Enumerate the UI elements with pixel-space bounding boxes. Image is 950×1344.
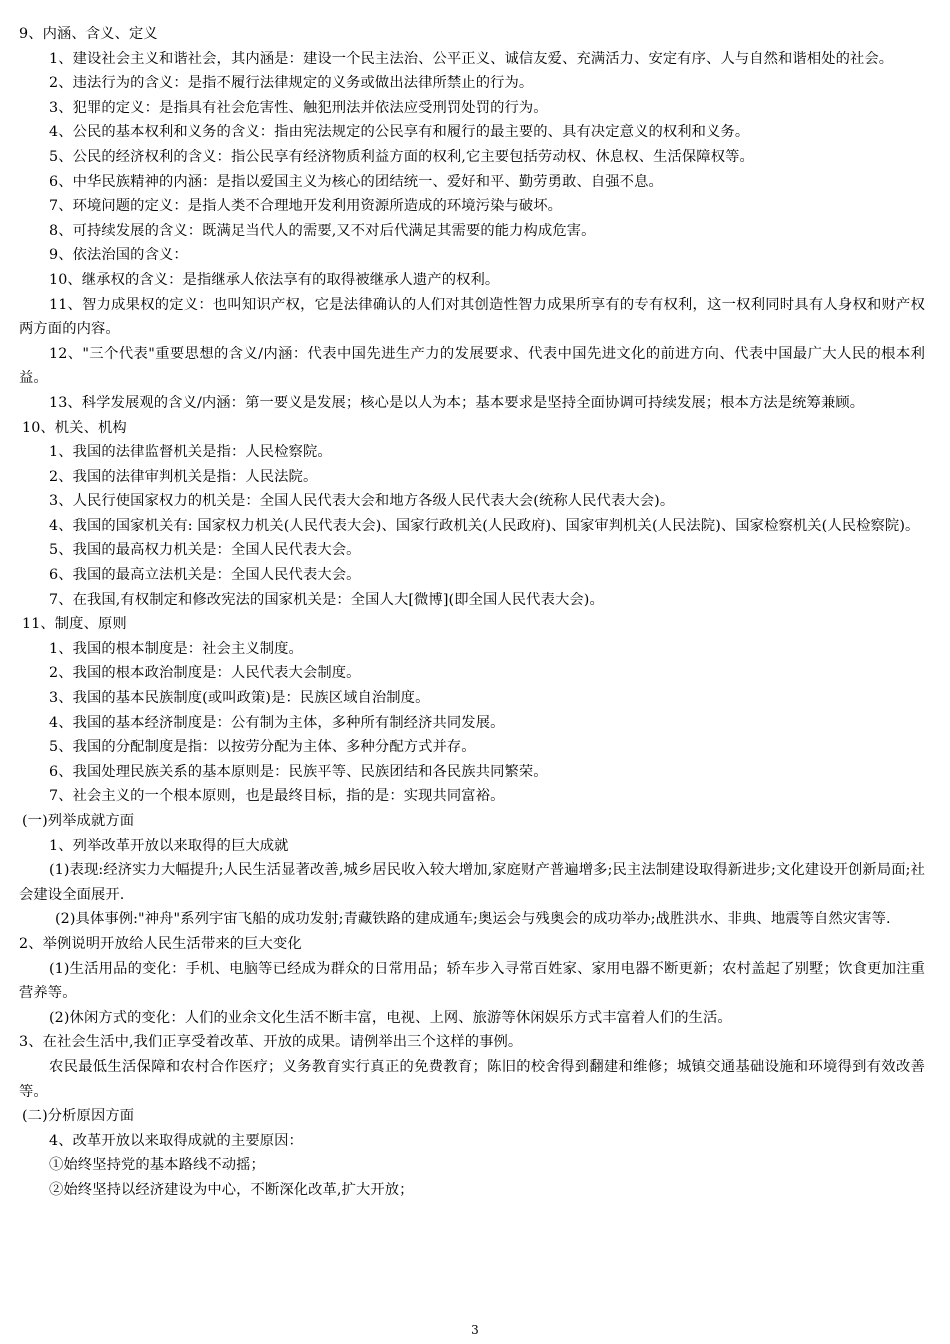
paragraph: 5、我国的最高权力机关是：全国人民代表大会。 bbox=[49, 542, 361, 559]
paragraph: 2、违法行为的含义：是指不履行法律规定的义务或做出法律所禁止的行为。 bbox=[49, 75, 534, 92]
paragraph: 4、我国的基本经济制度是：公有制为主体，多种所有制经济共同发展。 bbox=[49, 714, 505, 731]
paragraph: 11、智力成果权的定义：也叫知识产权，它是法律确认的人们对其创造性智力成果所享有的专有权利，这一权利同时具有人身权和财产权两方面的内容。 bbox=[19, 296, 925, 338]
section-heading: 2、举例说明开放给人民生活带来的巨大变化 bbox=[19, 935, 302, 952]
paragraph: 6、我国处理民族关系的基本原则是：民族平等、民族团结和各民族共同繁荣。 bbox=[49, 763, 548, 780]
paragraph: 10、继承权的含义：是指继承人依法享有的取得被继承人遗产的权利。 bbox=[49, 271, 500, 288]
paragraph: 9、依法治国的含义： bbox=[49, 247, 188, 264]
paragraph: 13、科学发展观的含义/内涵：第一要义是发展；核心是以人为本；基本要求是坚持全面协调可持续发展；根本方法是统筹兼顾。 bbox=[49, 394, 865, 411]
paragraph: 农民最低生活保障和农村合作医疗；义务教育实行真正的免费教育；陈旧的校舍得到翻建和维修；城镇交通基础设施和环境得到有效改善等。 bbox=[19, 1058, 925, 1100]
paragraph: 8、可持续发展的含义：既满足当代人的需要,又不对后代满足其需要的能力构成危害。 bbox=[49, 222, 596, 239]
section-heading: 10、机关、机构 bbox=[22, 419, 127, 436]
paragraph: 2、我国的根本政治制度是：人民代表大会制度。 bbox=[49, 665, 361, 682]
paragraph: (2)休闲方式的变化：人们的业余文化生活不断丰富，电视、上网、旅游等休闲娱乐方式丰富着人们的生活。 bbox=[49, 1009, 732, 1026]
page-number: 3 bbox=[471, 1323, 479, 1337]
paragraph: 12、"三个代表"重要思想的含义/内涵：代表中国先进生产力的发展要求、代表中国先进文化的前进方向、代表中国最广大人民的根本利益。 bbox=[19, 345, 925, 387]
paragraph: 4、公民的基本权利和义务的含义：指由宪法规定的公民享有和履行的最主要的、具有决定意义的权利和义务。 bbox=[49, 124, 750, 141]
paragraph: (1)表现:经济实力大幅提升;人民生活显著改善,城乡居民收入较大增加,家庭财产普遍增多;民主法制建设取得新进步;文化建设开创新局面;社会建设全面展开. bbox=[19, 862, 925, 903]
paragraph: 1、列举改革开放以来取得的巨大成就 bbox=[49, 837, 289, 854]
section-heading: 11、制度、原则 bbox=[22, 616, 127, 633]
paragraph: 7、社会主义的一个根本原则，也是最终目标，指的是：实现共同富裕。 bbox=[49, 788, 505, 805]
paragraph: 5、公民的经济权利的含义：指公民享有经济物质利益方面的权利,它主要包括劳动权、休息权、生活保障权等。 bbox=[49, 148, 754, 165]
document-body bbox=[19, 22, 925, 1203]
paragraph: 4、改革开放以来取得成就的主要原因： bbox=[49, 1132, 303, 1149]
section-heading: (二)分析原因方面 bbox=[22, 1108, 135, 1125]
paragraph: 6、中华民族精神的内涵：是指以爱国主义为核心的团结统一、爱好和平、勤劳勇敢、自强不息。 bbox=[49, 173, 663, 190]
paragraph: 6、我国的最高立法机关是：全国人民代表大会。 bbox=[49, 567, 361, 584]
paragraph: 3、人民行使国家权力的机关是：全国人民代表大会和地方各级人民代表大会(统称人民代表大会)。 bbox=[49, 493, 675, 510]
paragraph: ①始终坚持党的基本路线不动摇； bbox=[49, 1157, 265, 1174]
section-heading: 3、在社会生活中,我们正享受着改革、开放的成果。请例举出三个这样的事例。 bbox=[19, 1034, 523, 1051]
paragraph: 1、我国的法律监督机关是指：人民检察院。 bbox=[49, 444, 332, 461]
paragraph: ②始终坚持以经济建设为中心，不断深化改革,扩大开放； bbox=[49, 1181, 414, 1198]
paragraph: 2、我国的法律审判机关是指：人民法院。 bbox=[49, 468, 318, 485]
paragraph: 5、我国的分配制度是指：以按劳分配为主体、多种分配方式并存。 bbox=[49, 739, 476, 756]
paragraph: 4、我国的国家机关有: 国家权力机关(人民代表大会)、国家行政机关(人民政府)、国家审判机关(人民法院)、国家检察机关(人民检察院)。 bbox=[49, 517, 920, 534]
paragraph: 1、建设社会主义和谐社会，其内涵是：建设一个民主法治、公平正义、诚信友爱、充满活力、安定有序、人与自然和谐相处的社会。 bbox=[49, 50, 894, 67]
paragraph: 3、我国的基本民族制度(或叫政策)是：民族区域自治制度。 bbox=[49, 690, 430, 707]
section-heading: 9、内涵、含义、定义 bbox=[19, 26, 158, 42]
paragraph: 3、犯罪的定义：是指具有社会危害性、触犯刑法并依法应受刑罚处罚的行为。 bbox=[49, 99, 548, 116]
paragraph: (1)生活用品的变化：手机、电脑等已经成为群众的日常用品；轿车步入寻常百姓家、家用电器不断更新；农村盖起了别墅；饮食更加注重营养等。 bbox=[19, 960, 925, 1002]
paragraph: 1、我国的根本制度是：社会主义制度。 bbox=[49, 640, 303, 657]
paragraph: (2)具体事例:"神舟"系列宇宙飞船的成功发射;青藏铁路的建成通车;奥运会与残奥会的成功举办;战胜洪水、非典、地震等自然灾害等. bbox=[55, 911, 891, 928]
paragraph: 7、环境问题的定义：是指人类不合理地开发利用资源所造成的环境污染与破坏。 bbox=[49, 198, 563, 215]
paragraph: 7、在我国,有权制定和修改宪法的国家机关是：全国人大[微博](即全国人民代表大会)。 bbox=[49, 591, 604, 608]
section-heading: (一)列举成就方面 bbox=[22, 813, 135, 829]
